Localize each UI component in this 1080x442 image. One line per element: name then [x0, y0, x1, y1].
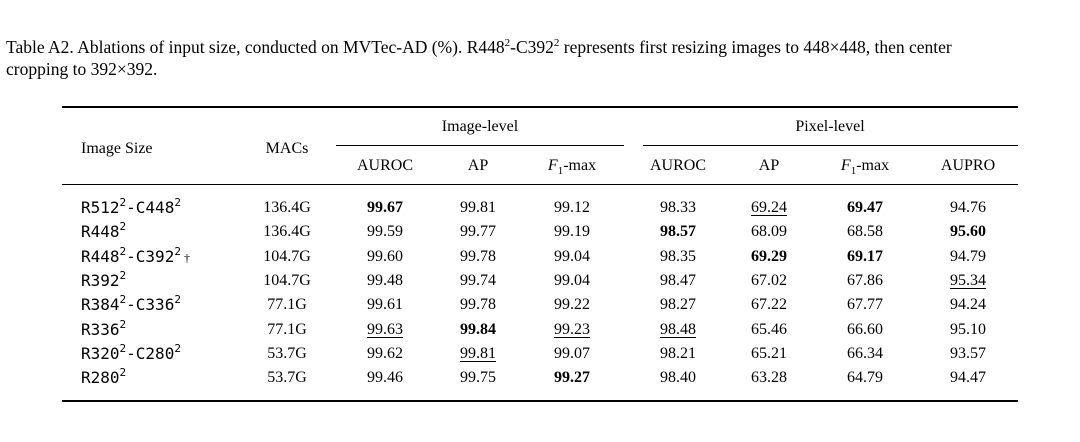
row-label: $R392^2$ — [81, 269, 127, 290]
header-image-size: Image Size — [81, 140, 153, 157]
cell-image-auroc: 99.61 — [367, 296, 403, 313]
cell-image-auroc: 99.63 — [367, 321, 403, 338]
header-image-auroc: AUROC — [356, 157, 414, 174]
table-caption — [6, 36, 1078, 80]
cell-image-ap: 99.75 — [460, 369, 496, 386]
row-label: $R280^2$ — [81, 366, 127, 387]
cell-image-auroc: 99.48 — [367, 272, 403, 289]
cell-pixel-auroc: 98.21 — [660, 345, 696, 362]
cell-aupro: 95.60 — [950, 223, 986, 240]
cell-pixel-f1max: 69.17 — [847, 248, 883, 265]
cell-image-f1max: 99.04 — [554, 248, 590, 265]
cell-pixel-auroc: 98.47 — [660, 272, 696, 289]
cell-image-auroc: 99.62 — [367, 345, 403, 362]
cell-image-ap: 99.77 — [460, 223, 496, 240]
header-image-level: Image-level — [441, 118, 519, 135]
header-pixel-auroc: AUROC — [649, 157, 707, 174]
cell-macs: 77.1G — [267, 321, 307, 338]
cell-pixel-f1max: 69.47 — [847, 199, 883, 216]
cell-aupro: 95.34 — [950, 272, 986, 289]
cell-pixel-auroc: 98.48 — [660, 321, 696, 338]
caption-line-1: Table A2. Ablations of input size, conducted on MVTec-AD (%). $R448^2-C392^2$ represents first resizing images to 448×448, then center — [6, 37, 952, 57]
row-label: $R512^2-C448^2$ — [81, 196, 181, 217]
cell-macs: 77.1G — [267, 296, 307, 313]
header-macs: MACs — [265, 140, 309, 157]
row-label: $R448^2$ — [81, 220, 127, 241]
cell-pixel-f1max: 67.77 — [847, 296, 883, 313]
header-aupro: AUPRO — [940, 157, 996, 174]
cell-macs: 136.4G — [263, 199, 311, 216]
header-pixel-ap: AP — [758, 157, 780, 174]
cell-pixel-auroc: 98.57 — [660, 223, 696, 240]
cell-pixel-auroc: 98.40 — [660, 369, 696, 386]
cell-pixel-ap: 67.22 — [751, 296, 787, 313]
cell-image-auroc: 99.59 — [367, 223, 403, 240]
cell-aupro: 94.76 — [950, 199, 986, 216]
cell-image-ap: 99.78 — [460, 248, 496, 265]
header-image-ap: AP — [467, 157, 489, 174]
cell-pixel-ap: 65.21 — [751, 345, 787, 362]
cell-aupro: 94.79 — [950, 248, 986, 265]
cell-pixel-ap: 69.29 — [751, 248, 787, 265]
table-mid-rule — [62, 184, 1018, 185]
cell-pixel-f1max: 66.60 — [847, 321, 883, 338]
cell-image-ap: 99.81 — [460, 199, 496, 216]
cell-aupro: 95.10 — [950, 321, 986, 338]
cell-pixel-ap: 69.24 — [751, 199, 787, 216]
header-pixel-level: Pixel-level — [795, 118, 865, 135]
cell-image-f1max: 99.19 — [554, 223, 590, 240]
cell-image-auroc: 99.46 — [367, 369, 403, 386]
cell-pixel-f1max: 66.34 — [847, 345, 883, 362]
row-label: $R336^2$ — [81, 318, 127, 339]
cell-image-f1max: 99.04 — [554, 272, 590, 289]
cell-image-f1max: 99.27 — [554, 369, 590, 386]
cell-image-f1max: 99.23 — [554, 321, 590, 338]
cell-image-ap: 99.84 — [460, 321, 496, 338]
cell-image-ap: 99.81 — [460, 345, 496, 362]
cell-macs: 53.7G — [267, 369, 307, 386]
pixel-level-rule — [643, 145, 1018, 146]
cell-image-ap: 99.78 — [460, 296, 496, 313]
cell-pixel-f1max: 64.79 — [847, 369, 883, 386]
row-label: $R384^2-C336^2$ — [81, 293, 181, 314]
table-top-rule — [62, 106, 1018, 108]
cell-aupro: 94.47 — [950, 369, 986, 386]
cell-macs: 104.7G — [263, 272, 311, 289]
cell-pixel-ap: 67.02 — [751, 272, 787, 289]
table-bottom-rule — [62, 400, 1018, 402]
cell-macs: 136.4G — [263, 223, 311, 240]
cell-pixel-f1max: 67.86 — [847, 272, 883, 289]
cell-image-f1max: 99.12 — [554, 199, 590, 216]
row-label: $R448^2-C392^2$ † — [81, 245, 190, 266]
cell-aupro: 93.57 — [950, 345, 986, 362]
header-pixel-f1max: $F_1-\max$ — [840, 157, 890, 177]
cell-pixel-auroc: 98.35 — [660, 248, 696, 265]
cell-pixel-ap: 63.28 — [751, 369, 787, 386]
row-label: $R320^2-C280^2$ — [81, 342, 181, 363]
cell-image-auroc: 99.60 — [367, 248, 403, 265]
cell-image-f1max: 99.07 — [554, 345, 590, 362]
cell-macs: 104.7G — [263, 248, 311, 265]
cell-pixel-auroc: 98.33 — [660, 199, 696, 216]
image-level-rule — [336, 145, 624, 146]
cell-pixel-ap: 65.46 — [751, 321, 787, 338]
cell-pixel-auroc: 98.27 — [660, 296, 696, 313]
cell-pixel-f1max: 68.58 — [847, 223, 883, 240]
caption-line-2: cropping to 392×392. — [6, 59, 158, 79]
cell-image-ap: 99.74 — [460, 272, 496, 289]
cell-macs: 53.7G — [267, 345, 307, 362]
cell-aupro: 94.24 — [950, 296, 986, 313]
header-image-f1max: $F_1-\max$ — [547, 157, 597, 177]
cell-image-auroc: 99.67 — [367, 199, 403, 216]
cell-pixel-ap: 68.09 — [751, 223, 787, 240]
cell-image-f1max: 99.22 — [554, 296, 590, 313]
